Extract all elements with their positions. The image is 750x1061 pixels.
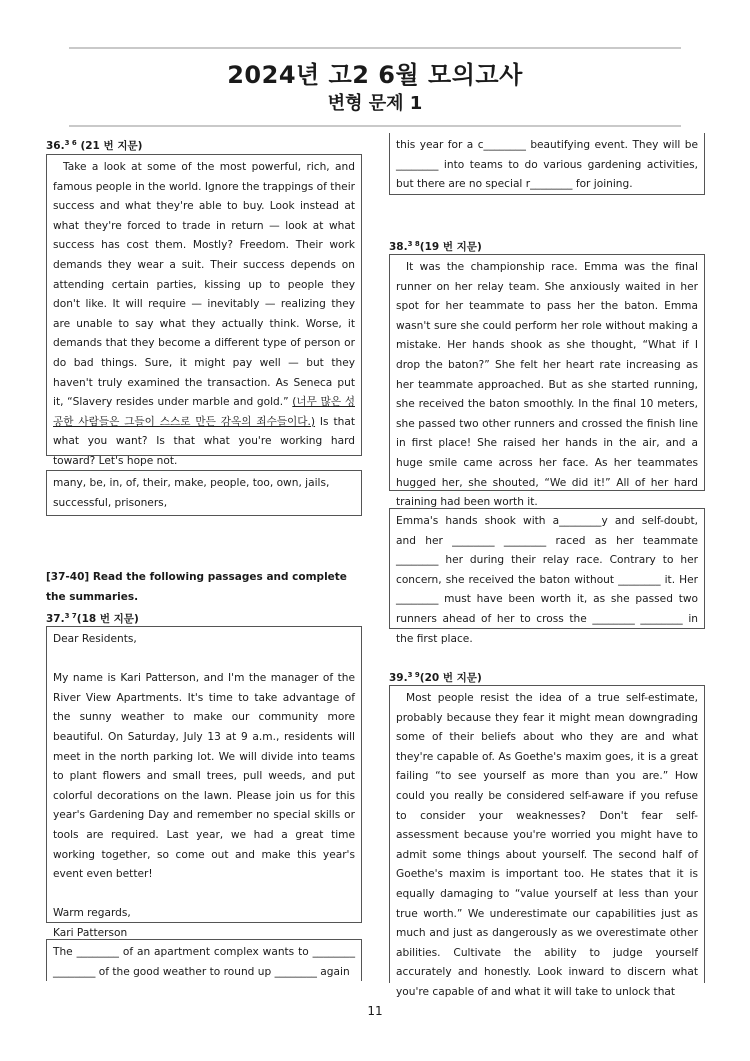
- q39-passage: Most people resist the idea of a true self-estimate, probably because they fear it might mean downgrading some of their beliefs about who they are and what they're capable of. As Goethe's maxim goes, it is a great failing “to see yourself as more than you are.” How could you really be considered self-aware if you refuse to consider your weaknesses? Don't fear self-assessment because you're worried you might have to admit some things about yourself. The second half of Goethe's maxim is important too. He states that it is equally damaging to “value yourself at less than your true worth.” We underestimate our capabilities just as much and just as dangerously as we overestimate other abilities. Cultivate the ability to judge yourself accurately and honestly. Look inward to discern what you're capable of and what it will take to unlock that: [396, 692, 698, 998]
- q37-summary-part1-box: [46, 939, 362, 981]
- q37-closing: Warm regards,: [53, 907, 131, 920]
- q37-summary-part1: The ________ of an apartment complex wants to ________ ________ of the good weather to round up ________ again: [53, 946, 355, 978]
- q36-word-bank: many, be, in, of, their, make, people, too, own, jails, successful, prisoners,: [46, 470, 362, 516]
- top-rule: [69, 47, 681, 49]
- instruction-37-40: [37-40] Read the following passages and complete the summaries.: [46, 571, 347, 603]
- q38-passage: It was the championship race. Emma was the final runner on her relay team. She anxiously waited in her spot for her teammate to pass her the baton. Emma wasn't sure she could perform her role without making a mistake. Her hands shook as she thought, “What if I drop the baton?” She felt her heart rate increasing as her teammate approached. But as she started running, she received the baton smoothly. In the final 10 meters, she passed two other runners and crossed the finish line in first place! She raised her hands in the air, and a huge smile came across her face. As her teammates hugged her, she shouted, “We did it!” All of her hard training had been worth it.: [396, 261, 698, 509]
- q37-summary-part2: this year for a c________ beautifying event. They will be ________ into teams to do various gardening activities, but there are no special r________ for joining.: [396, 139, 698, 191]
- q36-passage: Take a look at some of the most powerful, rich, and famous people in the world. Ignore the trappings of their success and what they're able to buy. Look instead at what they're forced to trade in return — look at what success has cost them. Mostly? Freedom. Their work demands they wear a suit. Their success depends on attending certain parties, kissing up to people they don't like. It will require — inevitably — realizing they are unable to say what they actually think. Worse, it demands that they become a different type of person or do bad things. Sure, it might pay well — but they haven't truly examined the transaction. As Seneca put it, “Slavery resides under marble and gold.” (너무 많은 성공한 사람들은 그들이 스스로 만든 감옥의 죄수들이다.) Is that what you want? Is that what you're working hard toward? Let's hope not.: [53, 161, 355, 467]
- q38-summary: Emma's hands shook with a________y and self-doubt, and her ________ ________ raced as her teammate ________ her during their relay race. Contrary to her concern, she received the baton without ________ it. Her ________ must have been worth it, as she passed two runners ahead of her to cross the ________ ________ in the first place.: [396, 515, 698, 645]
- q36-label: 36.$^{3 6}$ (21 번 지문): [46, 139, 143, 152]
- q38-passage-box: [389, 254, 705, 509]
- header-bottom-rule: [69, 125, 681, 127]
- q36-passage-box: [46, 154, 362, 467]
- page-title: 2024년 고2 6월 모의고사: [227, 61, 523, 89]
- q37-summary-part2-box: [389, 133, 705, 195]
- right-column: [389, 132, 705, 998]
- page-number: 11: [367, 1004, 383, 1018]
- q38-summary-box: [389, 508, 705, 645]
- q36-korean-underlined: (너무 많은 성공한 사람들은 그들이 스스로 만든 감옥의 죄수들이다.): [53, 396, 355, 428]
- q39-passage-box: [389, 685, 705, 998]
- q37-greeting: Dear Residents,: [53, 633, 137, 645]
- q38-label: 38.$^{3 8}$(19 번 지문): [389, 240, 482, 253]
- q39-label: 39.$^{3 9}$(20 번 지문): [389, 671, 482, 684]
- q37-label: 37.$^{3 7}$(18 번 지문): [46, 612, 139, 625]
- q37-body: My name is Kari Patterson, and I'm the manager of the River View Apartments. It's time to take advantage of the sunny weather to make our community more beautiful. On Saturday, July 13 at 9 a.m., residents will meet in the north parking lot. We will divide into teams to plant flowers and small trees, pull weeds, and put colorful decorations on the lawn. Please join us for this year's Gardening Day and remember no special skills or tools are required. Last year, we had a great time working together, so come out and make this year's event even better!: [53, 672, 355, 881]
- page-subtitle: 변형 문제 1: [327, 93, 423, 114]
- q37-signature: Kari Patterson: [53, 926, 128, 939]
- q37-passage-box: [46, 626, 362, 939]
- left-column: [46, 132, 362, 981]
